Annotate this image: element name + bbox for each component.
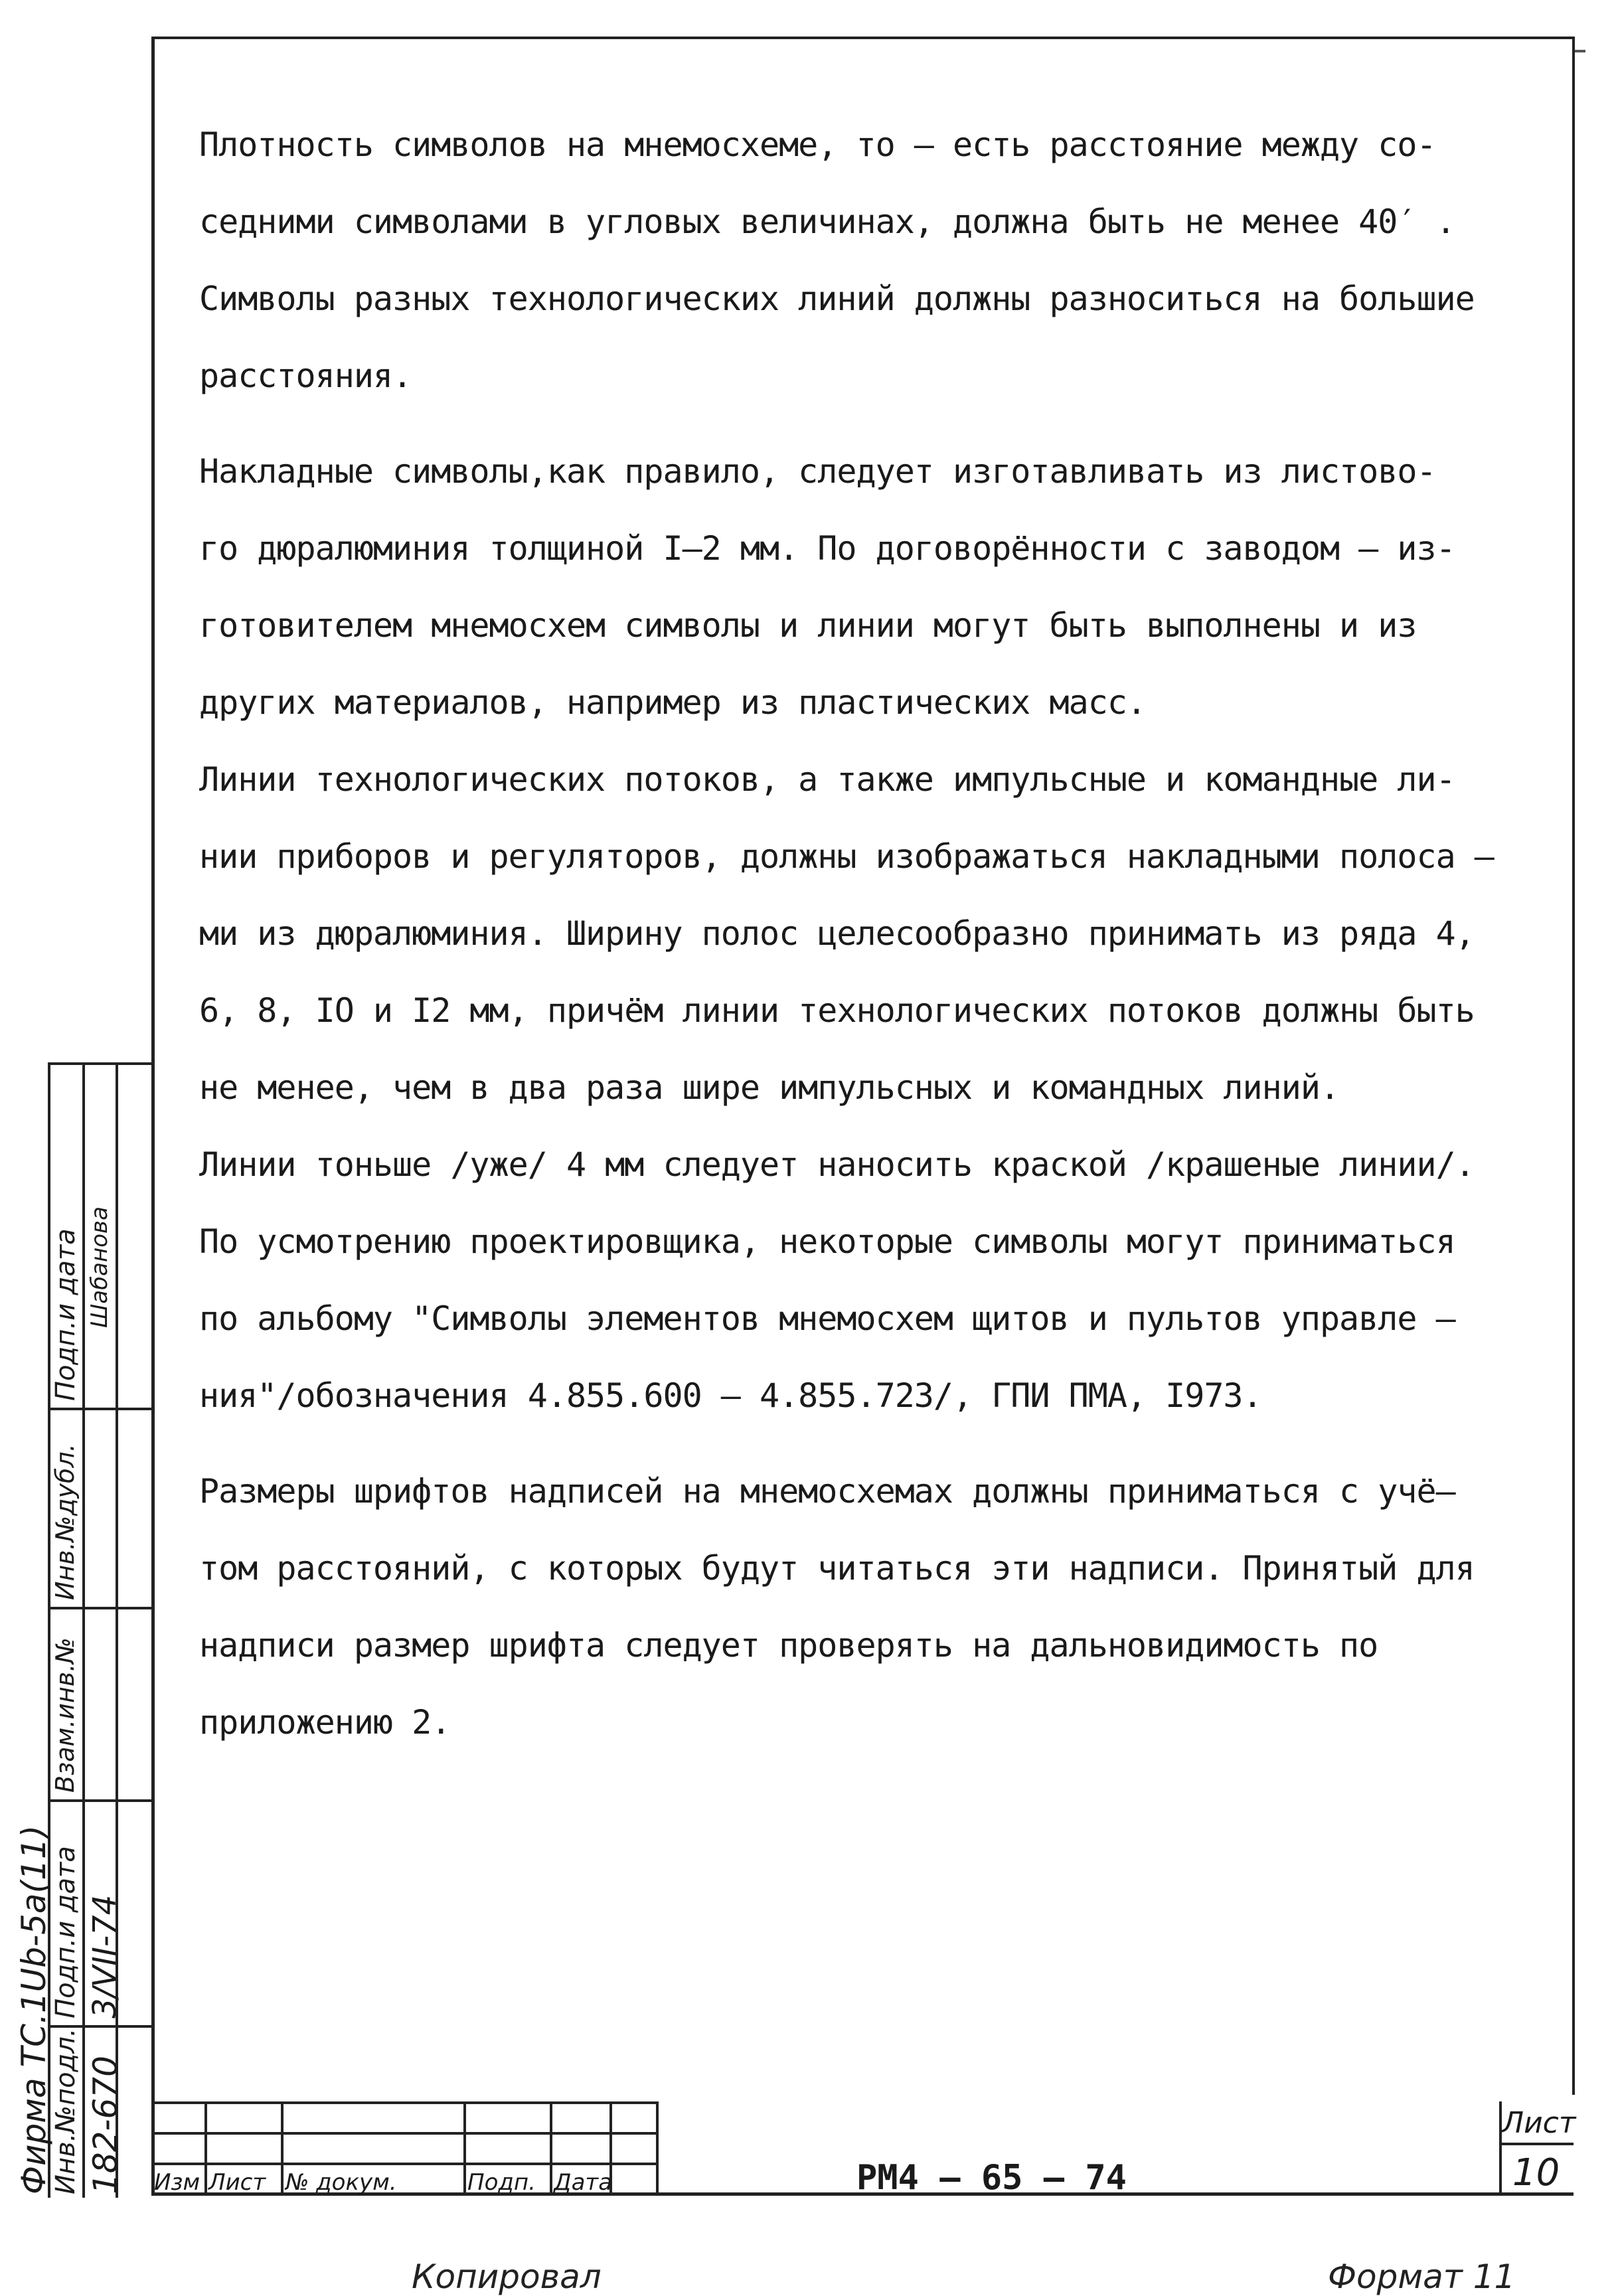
tb-line [151, 2163, 656, 2165]
tb-line [281, 2101, 283, 2196]
frame-right-border [1572, 37, 1575, 2095]
paragraph-font-sizes [199, 1453, 1554, 1761]
text-line: готовителем мнемосхем символы и линии могут быть выполнены и из [199, 606, 1417, 645]
text-line: по альбому "Символы элементов мнемосхем щитов и пультов управле – [199, 1299, 1455, 1338]
text-line: других материалов, например из пластических масс. [199, 683, 1147, 722]
text-line: приложению 2. [199, 1703, 451, 1742]
sheet-label: Лист [1502, 2106, 1576, 2140]
sign-date-value: 3/VII-74 [86, 1894, 123, 2018]
replace-inv-label: Взам.инв.№ [50, 1637, 80, 1793]
text-line: Символы разных технологических линий должны разноситься на большие [199, 280, 1475, 318]
paragraph-overlay-symbols [199, 433, 1554, 741]
tb-line [151, 2132, 656, 2135]
firm-label: Фирма ТС.1Ub-5a(11) [15, 1825, 53, 2194]
text-line: надписи размер шрифта следует проверять на дальновидимость по [199, 1626, 1378, 1665]
text-line: нии приборов и регуляторов, должны изображаться накладными полоса – [199, 837, 1494, 876]
sign-date-label: Подп.и дата [50, 1846, 81, 2018]
col-label-date: Дата [554, 2169, 613, 2196]
tb-line [550, 2101, 552, 2196]
tb-line [151, 2101, 656, 2104]
text-line: седними символами в угловых величинах, должна быть не менее 40′ . [199, 203, 1455, 241]
document-code: РМ4 – 65 – 74 [856, 2158, 1127, 2198]
stamp-row-line [48, 1607, 151, 1609]
tb-line [204, 2101, 207, 2196]
tb-line [463, 2101, 466, 2196]
text-line: Размеры шрифтов надписей на мнемосхемах должны приниматься с учё– [199, 1472, 1455, 1511]
document-body [199, 106, 1554, 1761]
text-line: ми из дюралюминия. Ширину полос целесообразно принимать из ряда 4, [199, 914, 1475, 953]
col-label-izm: Изм [154, 2169, 201, 2196]
corner-mark [1575, 50, 1585, 52]
paragraph-process-lines [199, 741, 1554, 1434]
text-line: Линии технологических потоков, а также импульсные и командные ли- [199, 760, 1455, 799]
side-stamp [8, 1062, 151, 2198]
text-line: Накладные символы,как правило, следует изготавливать из листово- [199, 452, 1436, 491]
signature: Шабанова [86, 1206, 113, 1328]
tb-line [1499, 2143, 1574, 2145]
frame-left-border [151, 37, 155, 2194]
paragraph-symbol-density [199, 106, 1554, 414]
col-label-sign: Подп. [467, 2169, 536, 2196]
inv-orig-label: Инв.№подл. [50, 2028, 81, 2194]
text-line: ния"/обозначения 4.855.600 – 4.855.723/, ГПИ ПМА, I973. [199, 1376, 1262, 1415]
copied-by-label: Копировал [412, 2257, 602, 2296]
col-label-doc: № докум. [285, 2169, 397, 2196]
format-label: Формат 11 [1328, 2257, 1516, 2296]
text-line: не менее, чем в два раза шире импульсных и командных линий. [199, 1068, 1340, 1107]
col-label-list: Лист [208, 2169, 266, 2196]
text-line: расстояния. [199, 357, 412, 395]
tb-line [656, 2101, 659, 2196]
text-line: го дюралюминия толщиной I–2 мм. По договорённости с заводом – из- [199, 529, 1455, 568]
sheet-number: 10 [1512, 2151, 1560, 2194]
frame-top-border [151, 37, 1572, 39]
text-line: том расстояний, с которых будут читаться эти надписи. Принятый для [199, 1549, 1475, 1588]
stamp-row-line [48, 1408, 151, 1410]
stamp-row-line [48, 2025, 151, 2028]
text-line: 6, 8, IO и I2 мм, причём линии технологических потоков должны быть [199, 991, 1475, 1030]
stamp-row-line [48, 1799, 151, 1802]
sign-date-label-2: Подп.и дата [50, 1228, 81, 1401]
stamp-row-line [48, 1062, 151, 1065]
text-line: Плотность символов на мнемосхеме, то – есть расстояние между со- [199, 125, 1436, 164]
text-line: Линии тоньше /уже/ 4 мм следует наносить краской /крашеные линии/. [199, 1145, 1475, 1184]
dup-inv-label: Инв.№дубл. [50, 1443, 80, 1600]
text-line: По усмотрению проектировщика, некоторые символы могут приниматься [199, 1222, 1455, 1261]
inv-orig-value: 182-670 [86, 2056, 125, 2194]
